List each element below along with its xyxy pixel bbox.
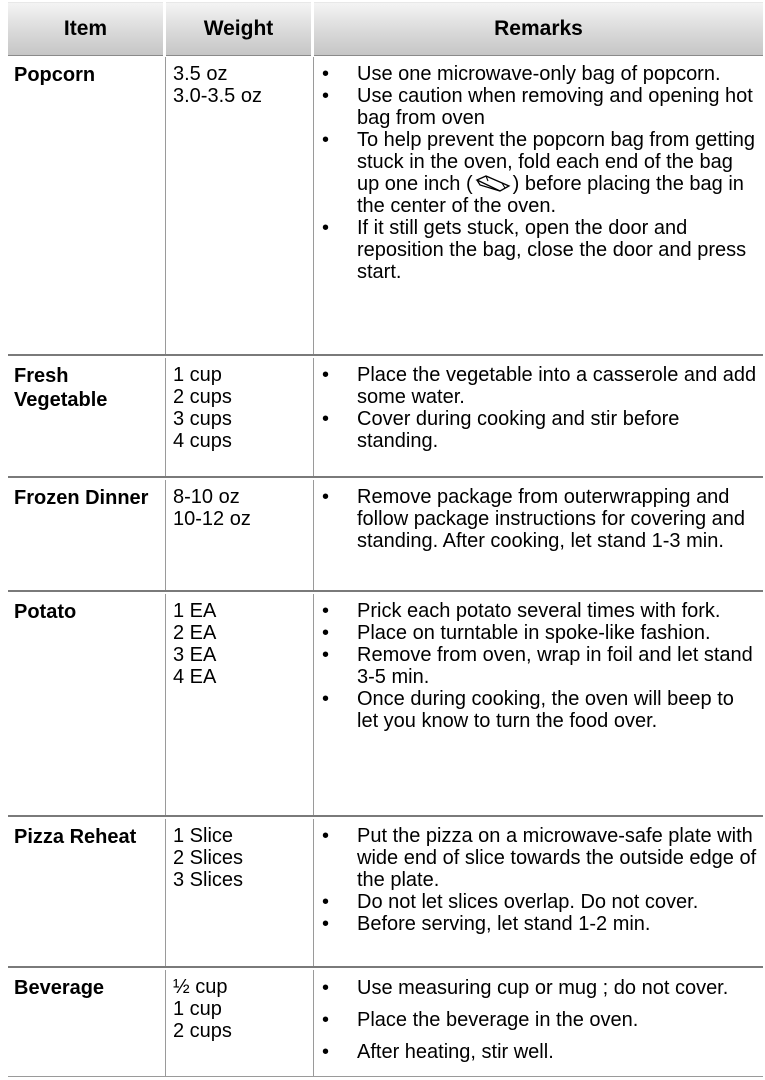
remark-bullet: • Remove from oven, wrap in foil and let stand 3-5 min. bbox=[320, 644, 760, 688]
header-weight: Weight bbox=[166, 2, 311, 56]
table-row-fresh-vegetable bbox=[8, 358, 763, 478]
item-name: Beverage bbox=[14, 977, 105, 999]
weight-value: 2 EA bbox=[173, 622, 217, 644]
remark-bullet: • Once during cooking, the oven will beep to let you know to turn the food over. bbox=[320, 688, 760, 732]
weight-value: ½ cup bbox=[173, 976, 228, 998]
weight-value: 1 cup bbox=[173, 998, 222, 1020]
remark-bullet: • Cover during cooking and stir before standing. bbox=[320, 408, 760, 452]
remark-bullet: • Put the pizza on a microwave-safe plate with wide end of slice towards the outside edge of the plate. bbox=[320, 825, 760, 891]
weight-value: 2 Slices bbox=[173, 847, 244, 869]
weight-list bbox=[173, 600, 308, 688]
weight-value: 3 EA bbox=[173, 644, 217, 666]
weight-value: 4 EA bbox=[173, 666, 217, 688]
weight-list bbox=[173, 63, 308, 107]
remarks-list bbox=[320, 63, 760, 283]
weight-list bbox=[173, 825, 308, 891]
weight-value: 8-10 oz bbox=[173, 486, 240, 508]
weight-value: 4 cups bbox=[173, 430, 232, 452]
item-name: Pizza Reheat bbox=[14, 826, 137, 848]
header-remarks: Remarks bbox=[314, 2, 763, 56]
table-row-beverage bbox=[8, 970, 763, 1077]
weight-list bbox=[173, 364, 308, 452]
remarks-list bbox=[320, 825, 760, 935]
remarks-list bbox=[320, 600, 760, 732]
weight-list bbox=[173, 976, 308, 1042]
weight-list bbox=[173, 486, 308, 530]
weight-value: 1 EA bbox=[173, 600, 217, 622]
remark-bullet: • Use caution when removing and opening hot bag from oven bbox=[320, 85, 760, 129]
header-item: Item bbox=[8, 2, 163, 56]
remark-bullet: • Prick each potato several times with fork. bbox=[320, 600, 760, 622]
table-row-pizza-reheat bbox=[8, 819, 763, 968]
remark-text: To help prevent the popcorn bag from getting stuck in the oven, fold each end of the bag up one inch ( bbox=[357, 129, 756, 195]
remark-bullet: • Place the vegetable into a casserole and add some water. bbox=[320, 364, 760, 408]
remark-bullet: • If it still gets stuck, open the door and reposition the bag, close the door and press start. bbox=[320, 217, 760, 283]
remark-bullet: • Before serving, let stand 1-2 min. bbox=[320, 913, 760, 935]
weight-value: 2 cups bbox=[173, 1020, 232, 1042]
weight-value: 1 Slice bbox=[173, 825, 234, 847]
remarks-list bbox=[320, 364, 760, 452]
remark-bullet: • Do not let slices overlap. Do not cover. bbox=[320, 891, 760, 913]
remark-bullet: • Place the beverage in the oven. bbox=[320, 1008, 760, 1032]
item-name: Fresh Vegetable bbox=[14, 365, 108, 411]
remark-bullet: • Use measuring cup or mug ; do not cover. bbox=[320, 976, 760, 1000]
remark-bullet: • Place on turntable in spoke-like fashion. bbox=[320, 622, 760, 644]
remarks-list bbox=[320, 976, 760, 1072]
weight-value: 10-12 oz bbox=[173, 508, 251, 530]
weight-value: 3 Slices bbox=[173, 869, 244, 891]
weight-value: 3.5 oz bbox=[173, 63, 228, 85]
remark-bullet bbox=[320, 129, 760, 217]
item-name: Frozen Dinner bbox=[14, 487, 149, 509]
remark-bullet: • Remove package from outerwrapping and follow package instructions for covering and standing. After cooking, let stand 1-3 min. bbox=[320, 486, 760, 552]
table-row-popcorn bbox=[8, 57, 763, 356]
weight-value: 2 cups bbox=[173, 386, 232, 408]
item-name: Potato bbox=[14, 601, 77, 623]
remark-bullet: • After heating, stir well. bbox=[320, 1040, 760, 1064]
table-row-potato bbox=[8, 594, 763, 817]
table-row-frozen-dinner bbox=[8, 480, 763, 592]
remarks-list bbox=[320, 486, 760, 552]
weight-value: 3.0-3.5 oz bbox=[173, 85, 262, 107]
remark-bullet: • Use one microwave-only bag of popcorn. bbox=[320, 63, 760, 85]
folded-bag-icon bbox=[474, 174, 512, 194]
remark-text: ) before placing the bag in the center of the oven. bbox=[357, 173, 744, 217]
weight-value: 1 cup bbox=[173, 364, 222, 386]
weight-value: 3 cups bbox=[173, 408, 232, 430]
item-name: Popcorn bbox=[14, 64, 96, 86]
